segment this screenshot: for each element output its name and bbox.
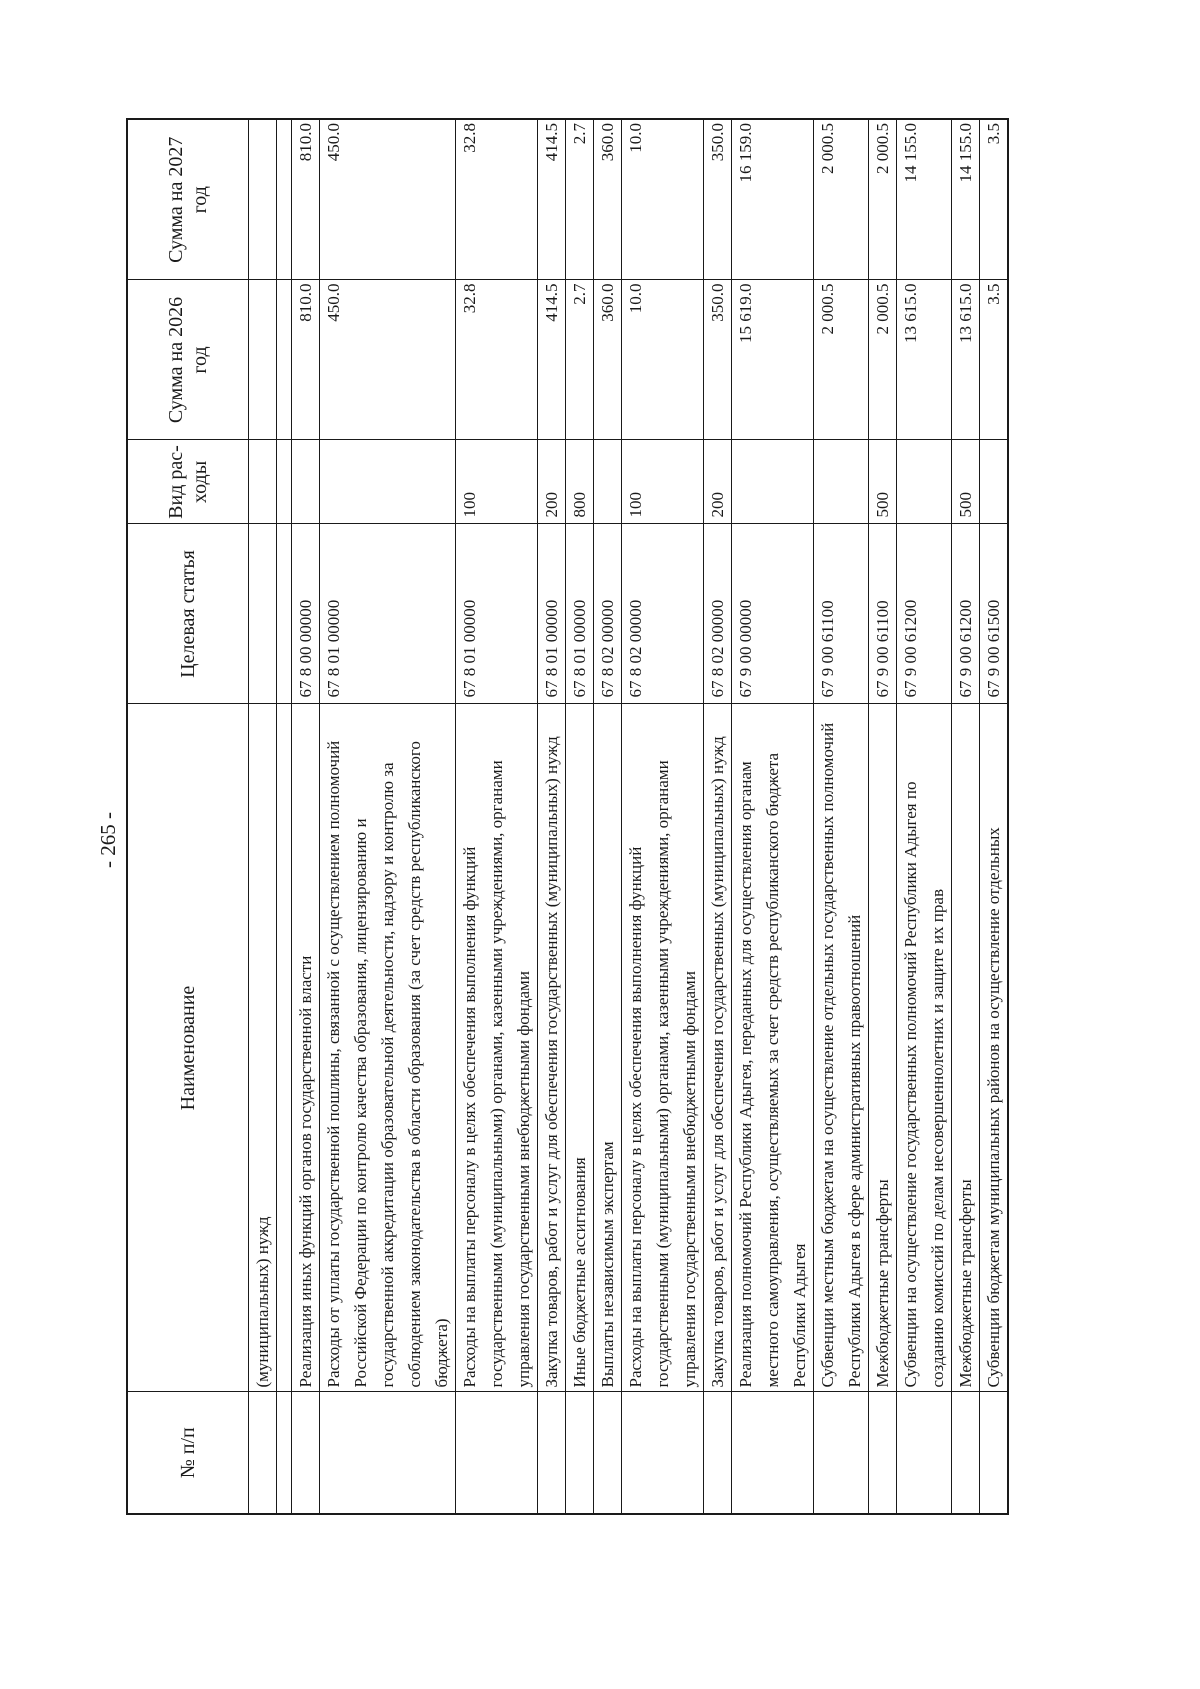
cell-target-code [249, 524, 277, 704]
cell-expense-kind [292, 440, 320, 524]
cell-num [538, 1392, 566, 1514]
table-row [622, 119, 704, 1514]
cell-expense-kind: 800 [566, 440, 594, 524]
cell-expense-kind: 500 [869, 440, 897, 524]
header-sum-2026: Сумма на 2026 год [127, 280, 249, 440]
cell-target-code [277, 524, 292, 704]
table-row [320, 119, 456, 1514]
table-row [869, 119, 897, 1514]
cell-name: Реализация иных функций органов государственной власти [292, 704, 320, 1392]
cell-sum-2026: 15 619.0 [732, 280, 814, 440]
cell-expense-kind: 500 [952, 440, 980, 524]
table-row [594, 119, 622, 1514]
cell-num [814, 1392, 869, 1514]
cell-num [594, 1392, 622, 1514]
cell-expense-kind [814, 440, 869, 524]
cell-sum-2026: 13 615.0 [952, 280, 980, 440]
table-row [292, 119, 320, 1514]
cell-num [980, 1392, 1009, 1514]
cell-num [732, 1392, 814, 1514]
cell-sum-2026: 360.0 [594, 280, 622, 440]
table-row [897, 119, 952, 1514]
cell-expense-kind [277, 440, 292, 524]
cell-num [456, 1392, 538, 1514]
cell-sum-2026: 350.0 [704, 280, 732, 440]
header-num: № п/п [127, 1392, 249, 1514]
cell-target-code: 67 9 00 61200 [952, 524, 980, 704]
cell-name: Иные бюджетные ассигнования [566, 704, 594, 1392]
table-row [538, 119, 566, 1514]
cell-sum-2027: 32.8 [456, 119, 538, 280]
header-kind: Вид рас-ходы [127, 440, 249, 524]
cell-num [622, 1392, 704, 1514]
cell-sum-2027: 10.0 [622, 119, 704, 280]
header-row [127, 119, 249, 1514]
cell-name: Закупка товаров, работ и услуг для обеспечения государственных (муниципальных) нужд [704, 704, 732, 1392]
cell-target-code: 67 8 01 00000 [566, 524, 594, 704]
cell-expense-kind [980, 440, 1009, 524]
cell-sum-2027: 810.0 [292, 119, 320, 280]
cell-sum-2027: 350.0 [704, 119, 732, 280]
cell-name: Расходы от уплаты государственной пошлины, связанной с осуществлением полномочий Российской Федерации по контролю качества образования, лицензированию и государственной аккредитации образовательной деятельности, надзору и контролю за соблюдением законодательства в области образования (за счет средств республиканского бюджета) [320, 704, 456, 1392]
cell-target-code: 67 9 00 61100 [814, 524, 869, 704]
cell-target-code: 67 8 01 00000 [320, 524, 456, 704]
cell-target-code: 67 9 00 61500 [980, 524, 1009, 704]
table-body [249, 119, 1009, 1514]
cell-sum-2027 [277, 119, 292, 280]
cell-num [566, 1392, 594, 1514]
cell-expense-kind [320, 440, 456, 524]
cell-sum-2027: 16 159.0 [732, 119, 814, 280]
table-row [980, 119, 1009, 1514]
cell-expense-kind: 100 [456, 440, 538, 524]
cell-target-code: 67 9 00 61200 [897, 524, 952, 704]
cell-sum-2027: 360.0 [594, 119, 622, 280]
cell-sum-2026 [277, 280, 292, 440]
cell-sum-2027: 14 155.0 [952, 119, 980, 280]
header-sum-2027: Сумма на 2027 год [127, 119, 249, 280]
cell-name: Межбюджетные трансферты [952, 704, 980, 1392]
cell-num [704, 1392, 732, 1514]
cell-expense-kind [249, 440, 277, 524]
cell-target-code: 67 8 01 00000 [456, 524, 538, 704]
cell-sum-2027: 414.5 [538, 119, 566, 280]
page-number: - 265 - [96, 812, 120, 868]
cell-target-code: 67 8 02 00000 [594, 524, 622, 704]
cell-sum-2027: 2.7 [566, 119, 594, 280]
cell-expense-kind: 200 [538, 440, 566, 524]
table-row [249, 119, 277, 1514]
budget-table [126, 118, 1009, 1515]
cell-sum-2027: 2 000.5 [814, 119, 869, 280]
cell-expense-kind [732, 440, 814, 524]
table-row [566, 119, 594, 1514]
cell-name: Выплаты независимым экспертам [594, 704, 622, 1392]
header-code: Целевая статья [127, 524, 249, 704]
cell-sum-2027: 2 000.5 [869, 119, 897, 280]
table-row [456, 119, 538, 1514]
cell-name: (муниципальных) нужд [249, 704, 277, 1392]
rotated-table-container [126, 120, 1094, 1515]
cell-num [320, 1392, 456, 1514]
cell-sum-2027: 450.0 [320, 119, 456, 280]
cell-num [292, 1392, 320, 1514]
table-row [704, 119, 732, 1514]
cell-expense-kind: 200 [704, 440, 732, 524]
cell-target-code: 67 9 00 00000 [732, 524, 814, 704]
cell-name: Субвенции на осуществление государственных полномочий Республики Адыгея по созданию комиссий по делам несовершеннолетних и защите их прав [897, 704, 952, 1392]
cell-sum-2026: 13 615.0 [897, 280, 952, 440]
cell-num [249, 1392, 277, 1514]
cell-sum-2027 [249, 119, 277, 280]
cell-num [869, 1392, 897, 1514]
cell-target-code: 67 8 02 00000 [704, 524, 732, 704]
cell-sum-2027: 14 155.0 [897, 119, 952, 280]
table-row [814, 119, 869, 1514]
cell-target-code: 67 8 02 00000 [622, 524, 704, 704]
cell-name [277, 704, 292, 1392]
cell-sum-2026: 32.8 [456, 280, 538, 440]
cell-sum-2026: 2 000.5 [869, 280, 897, 440]
cell-expense-kind [897, 440, 952, 524]
cell-num [897, 1392, 952, 1514]
cell-name: Субвенции местным бюджетам на осуществление отдельных государственных полномочий Республики Адыгея в сфере административных правоотношений [814, 704, 869, 1392]
cell-name: Межбюджетные трансферты [869, 704, 897, 1392]
cell-sum-2026: 450.0 [320, 280, 456, 440]
cell-sum-2026: 2 000.5 [814, 280, 869, 440]
cell-name: Реализация полномочий Республики Адыгея, переданных для осуществления органам местного самоуправления, осуществляемых за счет средств республиканского бюджета Республики Адыгея [732, 704, 814, 1392]
cell-sum-2026 [249, 280, 277, 440]
cell-sum-2026: 10.0 [622, 280, 704, 440]
cell-num [952, 1392, 980, 1514]
cell-name: Расходы на выплаты персоналу в целях обеспечения выполнения функций государственными (муниципальными) органами, казенными учреждениями, органами управления государственными внебюджетными фондами [456, 704, 538, 1392]
table-row [952, 119, 980, 1514]
cell-name: Закупка товаров, работ и услуг для обеспечения государственных (муниципальных) нужд [538, 704, 566, 1392]
cell-expense-kind [594, 440, 622, 524]
cell-target-code: 67 9 00 61100 [869, 524, 897, 704]
cell-name: Расходы на выплаты персоналу в целях обеспечения выполнения функций государственными (муниципальными) органами, казенными учреждениями, органами управления государственными внебюджетными фондами [622, 704, 704, 1392]
cell-target-code: 67 8 00 00000 [292, 524, 320, 704]
cell-sum-2026: 414.5 [538, 280, 566, 440]
cell-expense-kind: 100 [622, 440, 704, 524]
cell-sum-2027: 3.5 [980, 119, 1009, 280]
cell-num [277, 1392, 292, 1514]
cell-sum-2026: 2.7 [566, 280, 594, 440]
cell-sum-2026: 810.0 [292, 280, 320, 440]
table-row [277, 119, 292, 1514]
header-name: Наименование [127, 704, 249, 1392]
cell-sum-2026: 3.5 [980, 280, 1009, 440]
cell-name: Субвенции бюджетам муниципальных районов на осуществление отдельных [980, 704, 1009, 1392]
table-row [732, 119, 814, 1514]
cell-target-code: 67 8 01 00000 [538, 524, 566, 704]
